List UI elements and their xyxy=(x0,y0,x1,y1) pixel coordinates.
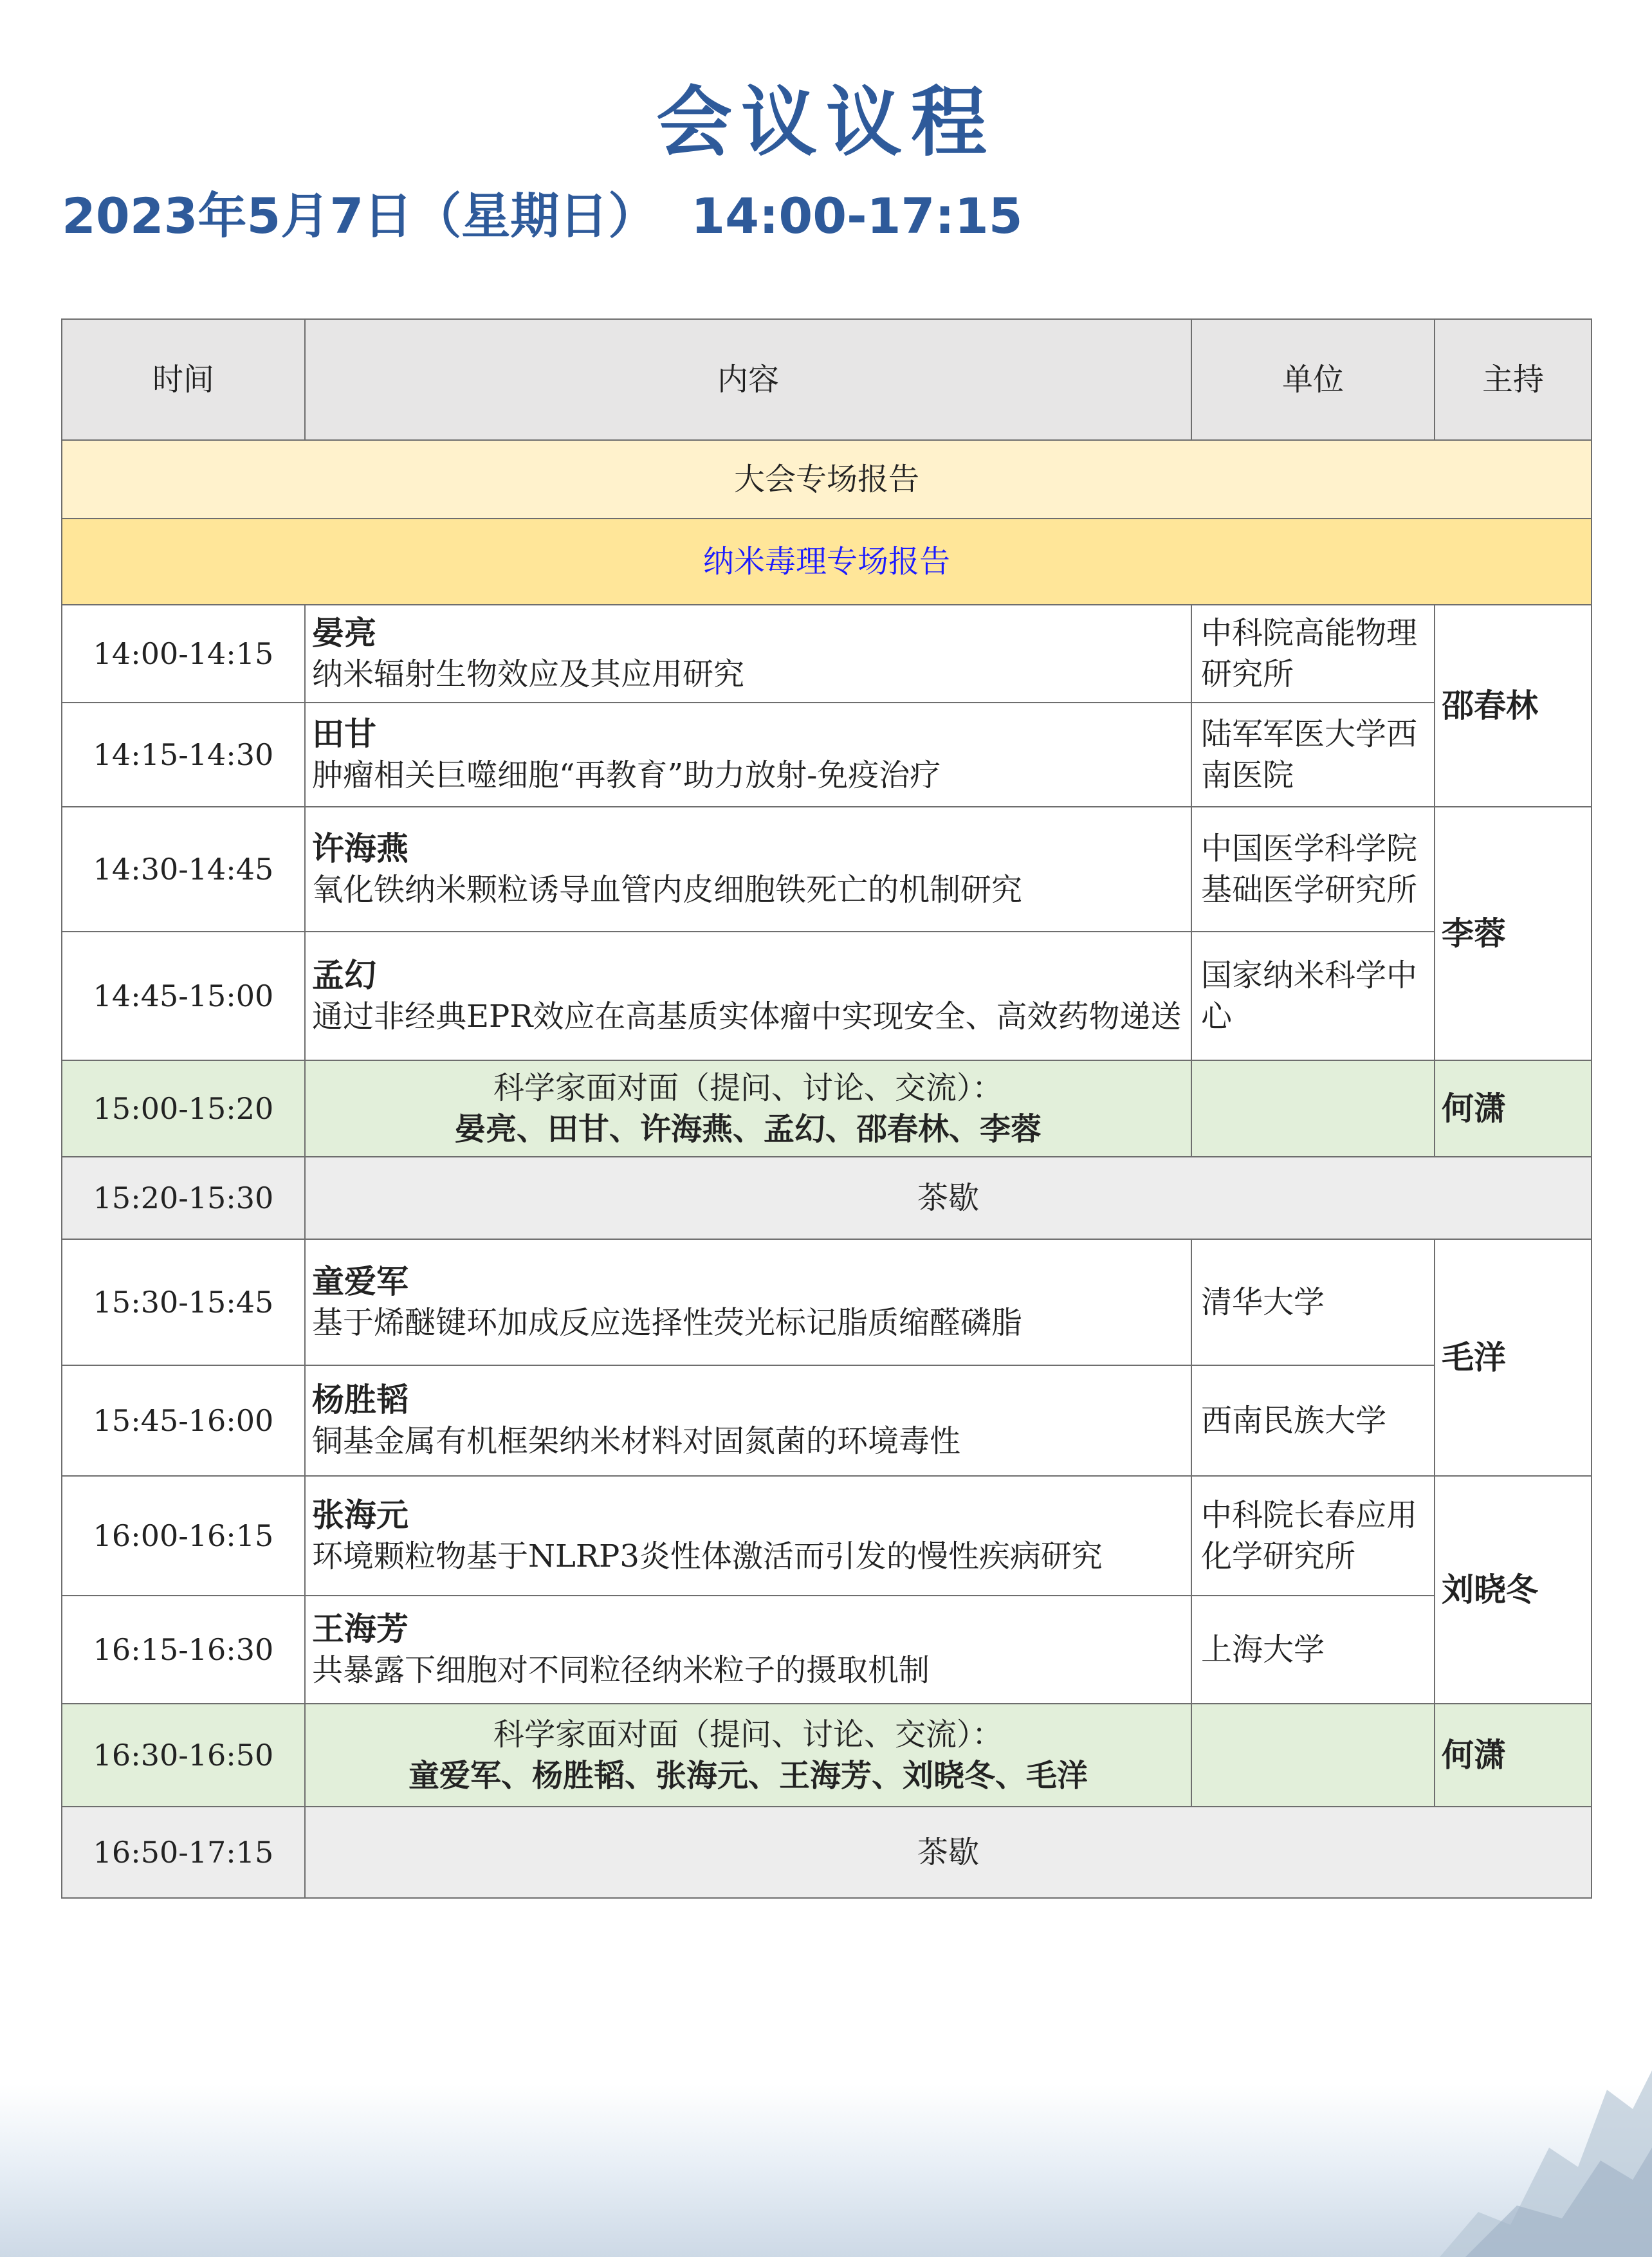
content-cell xyxy=(305,1365,1191,1476)
table-row xyxy=(62,932,1592,1060)
content-cell xyxy=(305,932,1191,1060)
content-cell xyxy=(305,807,1191,932)
header-unit: 单位 xyxy=(1191,319,1435,440)
time-cell: 15:30-15:45 xyxy=(62,1239,305,1365)
break-row xyxy=(62,1157,1592,1239)
table-row xyxy=(62,605,1592,703)
speaker-name: 张海元 xyxy=(312,1497,408,1534)
host-cell: 何潇 xyxy=(1435,1704,1592,1807)
speaker-name: 杨胜韬 xyxy=(312,1381,408,1419)
discussion-names: 晏亮、田甘、许海燕、孟幻、邵春林、李蓉 xyxy=(454,1111,1042,1147)
time-cell: 16:50-17:15 xyxy=(62,1807,305,1898)
unit-cell: 国家纳米科学中心 xyxy=(1191,932,1435,1060)
mountain-decoration xyxy=(1440,2051,1652,2257)
table-row xyxy=(62,807,1592,932)
date-subtitle: 2023年5月7日（星期日） 14:00-17:15 xyxy=(62,187,1023,244)
header-row xyxy=(62,319,1592,440)
speaker-name: 田甘 xyxy=(312,715,376,753)
discussion-cell xyxy=(305,1704,1191,1807)
time-cell: 14:15-14:30 xyxy=(62,703,305,807)
speaker-name: 许海燕 xyxy=(312,830,408,867)
discussion-label: 科学家面对面（提问、讨论、交流）： xyxy=(493,1070,1003,1106)
break-cell: 茶歇 xyxy=(305,1807,1592,1898)
talk-topic: 基于烯醚键环加成反应选择性荧光标记脂质缩醛磷脂 xyxy=(312,1305,1023,1341)
talk-topic: 纳米辐射生物效应及其应用研究 xyxy=(312,656,745,692)
table-row xyxy=(62,703,1592,807)
break-row xyxy=(62,1807,1592,1898)
talk-topic: 共暴露下细胞对不同粒径纳米粒子的摄取机制 xyxy=(312,1652,930,1688)
time-cell: 16:30-16:50 xyxy=(62,1704,305,1807)
talk-topic: 氧化铁纳米颗粒诱导血管内皮细胞铁死亡的机制研究 xyxy=(312,872,1023,908)
time-cell: 15:00-15:20 xyxy=(62,1060,305,1157)
header-host: 主持 xyxy=(1435,319,1592,440)
speaker-name: 晏亮 xyxy=(312,614,376,652)
host-cell: 何潇 xyxy=(1435,1060,1592,1157)
host-cell: 邵春林 xyxy=(1435,605,1592,807)
speaker-name: 孟幻 xyxy=(312,957,376,994)
talk-topic: 肿瘤相关巨噬细胞“再教育”助力放射-免疫治疗 xyxy=(312,757,941,793)
speaker-name: 童爱军 xyxy=(312,1263,408,1300)
time-cell: 15:45-16:00 xyxy=(62,1365,305,1476)
talk-topic: 环境颗粒物基于NLRP3炎性体激活而引发的慢性疾病研究 xyxy=(312,1538,1103,1574)
host-cell: 李蓉 xyxy=(1435,807,1592,1060)
table-row xyxy=(62,1239,1592,1365)
discussion-row xyxy=(62,1060,1592,1157)
break-cell: 茶歇 xyxy=(305,1157,1592,1239)
time-cell: 16:00-16:15 xyxy=(62,1476,305,1596)
unit-cell: 中国医学科学院基础医学研究所 xyxy=(1191,807,1435,932)
speaker-name: 王海芳 xyxy=(312,1610,408,1648)
content-cell xyxy=(305,703,1191,807)
header-time: 时间 xyxy=(62,319,305,440)
table-row xyxy=(62,1596,1592,1704)
header-content: 内容 xyxy=(305,319,1191,440)
unit-cell: 清华大学 xyxy=(1191,1239,1435,1365)
section-main-row xyxy=(62,440,1592,519)
time-cell: 14:30-14:45 xyxy=(62,807,305,932)
unit-cell: 陆军军医大学西南医院 xyxy=(1191,703,1435,807)
host-cell: 毛洋 xyxy=(1435,1239,1592,1476)
page-title: 会议议程 xyxy=(656,78,996,167)
discussion-names: 童爱军、杨胜韬、张海元、王海芳、刘晓冬、毛洋 xyxy=(408,1758,1088,1794)
unit-cell: 中科院高能物理研究所 xyxy=(1191,605,1435,703)
time-cell: 16:15-16:30 xyxy=(62,1596,305,1704)
table-row xyxy=(62,1365,1592,1476)
unit-cell: 中科院长春应用化学研究所 xyxy=(1191,1476,1435,1596)
host-cell: 刘晓冬 xyxy=(1435,1476,1592,1704)
section-sub-row xyxy=(62,519,1592,605)
unit-cell: 上海大学 xyxy=(1191,1596,1435,1704)
talk-topic: 通过非经典EPR效应在高基质实体瘤中实现安全、高效药物递送 xyxy=(312,999,1182,1035)
section-main: 大会专场报告 xyxy=(62,440,1592,519)
footer-landscape xyxy=(0,2085,1652,2257)
time-cell: 14:00-14:15 xyxy=(62,605,305,703)
unit-cell xyxy=(1191,1060,1435,1157)
discussion-row xyxy=(62,1704,1592,1807)
talk-topic: 铜基金属有机框架纳米材料对固氮菌的环境毒性 xyxy=(312,1423,961,1459)
content-cell xyxy=(305,1476,1191,1596)
discussion-cell xyxy=(305,1060,1191,1157)
section-sub: 纳米毒理专场报告 xyxy=(62,519,1592,605)
content-cell xyxy=(305,605,1191,703)
unit-cell xyxy=(1191,1704,1435,1807)
discussion-label: 科学家面对面（提问、讨论、交流）： xyxy=(493,1717,1003,1753)
content-cell xyxy=(305,1239,1191,1365)
content-cell xyxy=(305,1596,1191,1704)
agenda-table xyxy=(61,318,1592,1899)
table-row xyxy=(62,1476,1592,1596)
unit-cell: 西南民族大学 xyxy=(1191,1365,1435,1476)
time-cell: 14:45-15:00 xyxy=(62,932,305,1060)
time-cell: 15:20-15:30 xyxy=(62,1157,305,1239)
